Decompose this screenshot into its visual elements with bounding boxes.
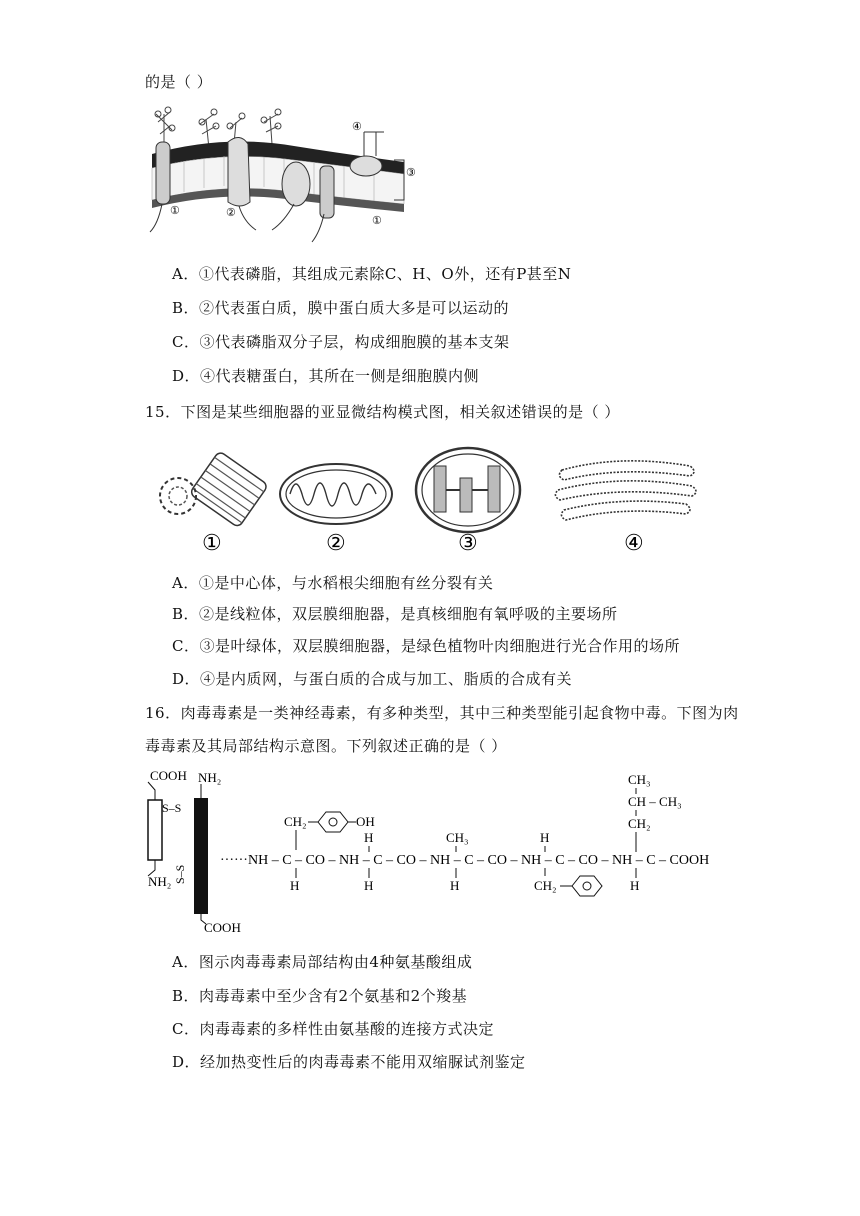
mitochondrion-drawing [280, 464, 392, 524]
cell-membrane-figure [144, 104, 420, 254]
endoplasmic-reticulum-drawing [555, 461, 696, 520]
r4-h: H [540, 830, 550, 845]
q15-stem: 15．下图是某些细胞器的亚显微结构模式图，相关叙述错误的是（ ） [145, 403, 620, 421]
r5-ch2: CH₂ [628, 816, 651, 831]
q14-option-b: B．②代表蛋白质，膜中蛋白质大多是可以运动的 [172, 299, 510, 317]
q16-stem-line2: 毒毒素及其局部结构示意图。下列叙述正确的是（ ） [145, 737, 507, 755]
q14-option-a: A．①代表磷脂，其组成元素除C、H、O外，还有P甚至N [172, 265, 572, 283]
q15-option-b: B．②是线粒体，双层膜细胞器，是真核细胞有氧呼吸的主要场所 [172, 605, 618, 623]
r1-ch2: CH₂ [284, 814, 307, 829]
q16-option-d: D．经加热变性后的肉毒毒素不能用双缩脲试剂鉴定 [172, 1053, 526, 1071]
q16-option-c: C．肉毒毒素的多样性由氨基酸的连接方式决定 [172, 1020, 494, 1038]
cooh-bottom: COOH [204, 920, 241, 935]
r5-ch: CH – CH₃ [628, 794, 682, 809]
centrosome-drawing [160, 451, 268, 528]
cooh-top: COOH [150, 768, 187, 783]
q16-stem-line1: 16．肉毒毒素是一类神经毒素，有多种类型，其中三种类型能引起食物中毒。下图为肉 [145, 704, 739, 722]
label-4: ④ [352, 121, 362, 133]
organelle-label-4: ④ [624, 530, 644, 555]
r3-h: H [450, 878, 460, 893]
label-3: ③ [406, 167, 416, 179]
q14-option-d: D．④代表糖蛋白，其所在一侧是细胞膜内侧 [172, 367, 480, 385]
organelle-label-1: ① [202, 530, 222, 555]
q16-option-b: B．肉毒毒素中至少含有2个氨基和2个羧基 [172, 987, 468, 1005]
r2-h-top: H [364, 830, 374, 845]
label-1b: ① [372, 215, 382, 227]
nh2-bottom: NH₂ [148, 874, 172, 889]
r1-h: H [290, 878, 300, 893]
label-1: ① [170, 205, 180, 217]
ss-top: S–S [162, 801, 182, 815]
peptide-chain: ······NH – C – CO – NH – C – CO – NH – C – CO – NH – C – CO – NH – C – COOH [220, 853, 710, 868]
botulinum-toxin-structure-figure [140, 768, 720, 938]
label-2: ② [226, 207, 236, 219]
q15-option-a: A．①是中心体，与水稻根尖细胞有丝分裂有关 [172, 574, 494, 592]
q14-stem-tail: 的是（ ） [145, 73, 213, 91]
organelle-label-2: ② [326, 530, 346, 555]
nh2-top: NH₂ [198, 770, 222, 785]
r2-h-bottom: H [364, 878, 374, 893]
r5-ch3: CH₃ [628, 772, 651, 787]
q14-option-c: C．③代表磷脂双分子层，构成细胞膜的基本支架 [172, 333, 510, 351]
organelles-figure [150, 440, 710, 556]
chloroplast-drawing [416, 448, 520, 532]
r5-h: H [630, 878, 640, 893]
q16-option-a: A．图示肉毒毒素局部结构由4种氨基酸组成 [172, 953, 473, 971]
q15-option-c: C．③是叶绿体，双层膜细胞器，是绿色植物叶肉细胞进行光合作用的场所 [172, 637, 680, 655]
r4-ch2: CH₂ [534, 878, 557, 893]
r3-ch3: CH₃ [446, 830, 469, 845]
r1-oh: OH [356, 814, 375, 829]
organelle-label-3: ③ [458, 530, 478, 555]
ss-side: S–S [173, 864, 187, 884]
q15-option-d: D．④是内质网，与蛋白质的合成与加工、脂质的合成有关 [172, 670, 573, 688]
